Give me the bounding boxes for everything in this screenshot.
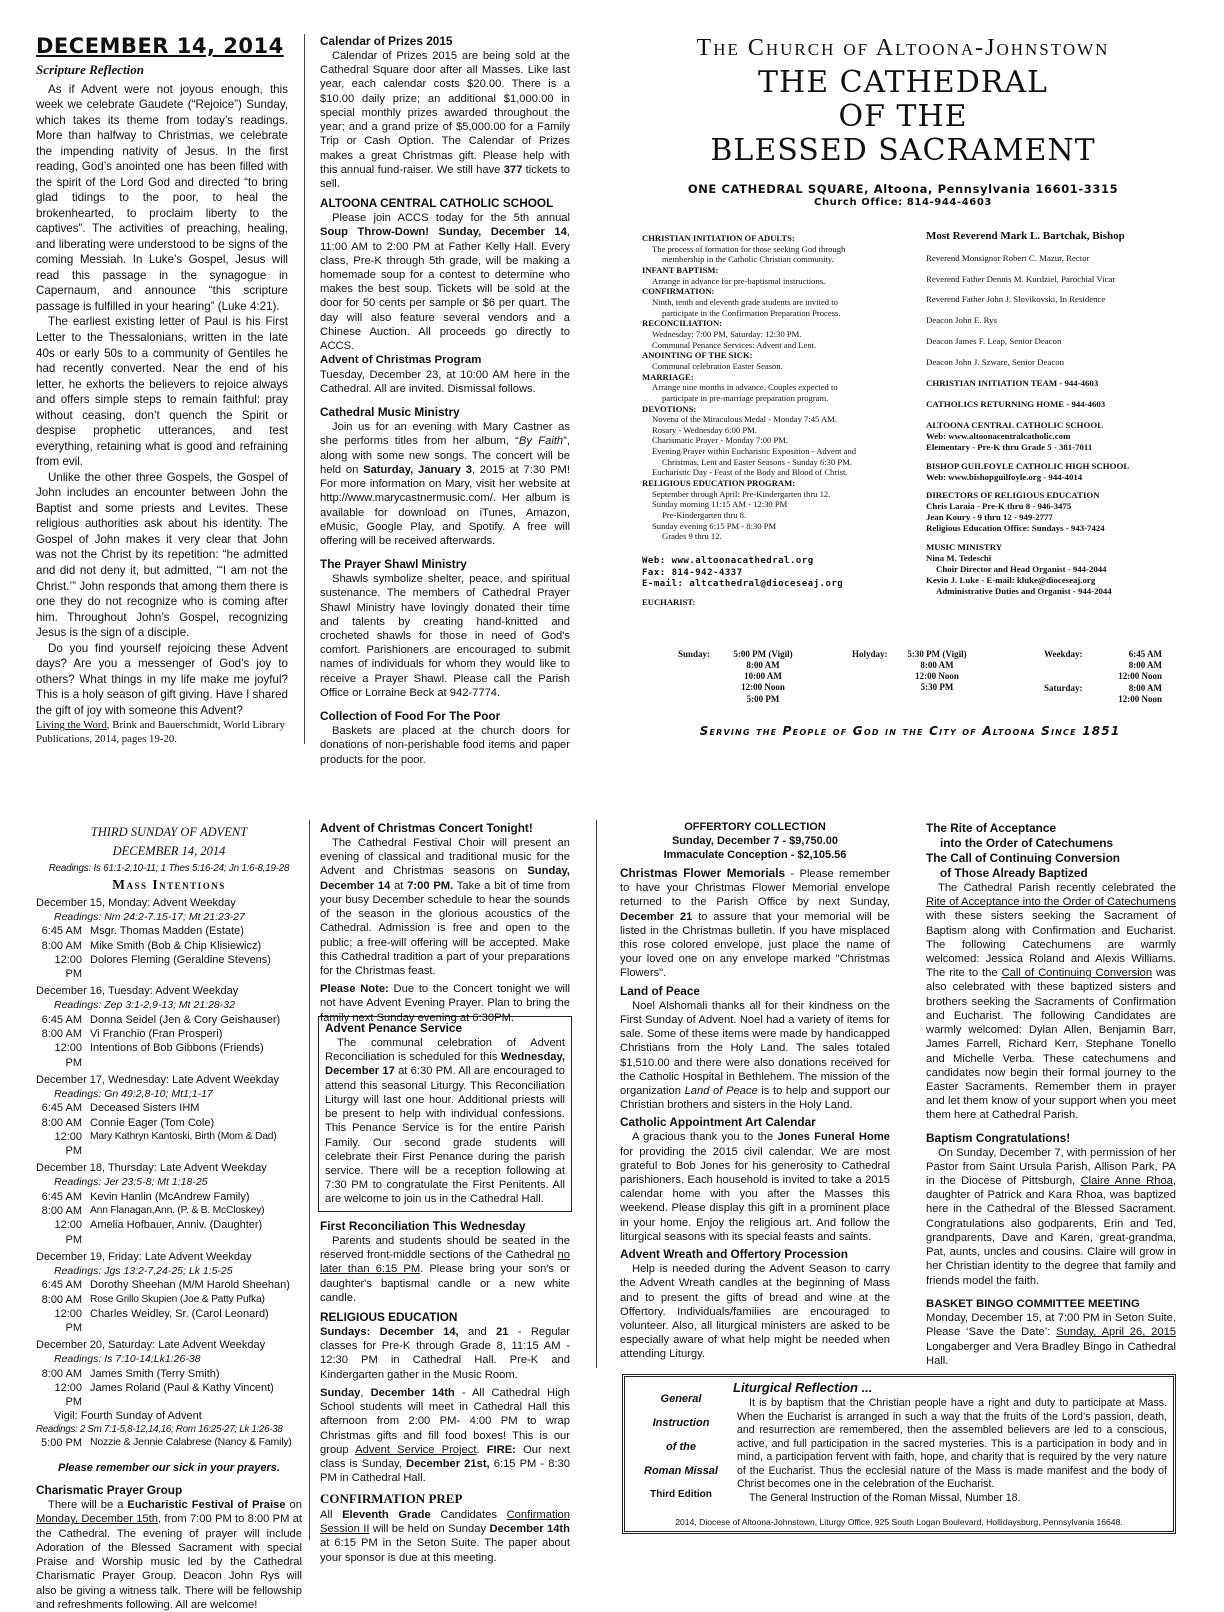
fax-number: Fax: 814-942-4337 — [642, 567, 743, 578]
intention-name: Ann Flanagan,Ann. (P. & B. McCloskey) — [90, 1205, 265, 1217]
source-title: Living the Word — [36, 719, 107, 732]
scripture-p2: The earliest existing letter of Paul is his First Letter to the Thessalonians, written in the late 40s or early 50s to a community of Gentiles he had recently converted. Near the end of his letter, he exhorts the believers to rejoice always and offers simple steps to remain faithful: pray without ceasing, don’t quench the Spirit or despise prophetic utterances, and test everything, retaining what is good and refraining from evil. — [36, 315, 288, 469]
religious-ed-body-1: Sundays: December 14, and 21 - Regular classes for Pre-K through Grade 8, 11:15 AM - 12:30 PM in Cathedral Hall. Pre-K and Kindergarten gather in the Music Room. — [320, 1326, 571, 1381]
contact-block — [642, 556, 912, 591]
side-line-3: of the — [666, 1441, 696, 1453]
confirmation-body: All Eleventh Grade Candidates Confirmation Session II will be held on Sunday December 14th at 6:15 PM in the Seton Suite. The paper about your sponsor is due at this meeting. — [320, 1508, 570, 1564]
divider-bottom-left — [309, 820, 310, 1540]
intention-time: 6:45 AM — [41, 1102, 82, 1115]
clergy-list — [926, 253, 1196, 410]
directory-line: Chris Laraia - Pre-K thru 8 - 946-3475 — [926, 501, 1072, 512]
baptism-title: Baptism Congratulations! — [926, 1130, 1071, 1145]
art-calendar-title: Catholic Appointment Art Calendar — [620, 1115, 816, 1130]
directory-line: Administrative Duties and Organist - 944-2044 — [936, 585, 1112, 596]
liturgical-footer: 2014, Diocese of Altoona-Johnstown, Liturgy Office, 925 South Logan Boulevard, Hollidaysburg, Pennsylvania 16648. — [675, 1517, 1123, 1528]
clergy-entry: Deacon John E. Rys — [926, 315, 997, 326]
intention-day-title: December 16, Tuesday: Advent Weekday — [36, 985, 239, 998]
intention-time: 12:00 PM — [54, 1219, 82, 1246]
sacrament-heading: RECONCILIATION: — [642, 318, 723, 329]
sacrament-heading: ANOINTING OF THE SICK: — [642, 350, 753, 361]
food-title: Collection of Food For The Poor — [320, 709, 501, 724]
religious-education-contacts — [926, 490, 1196, 534]
side-line-2: Instruction — [652, 1417, 710, 1429]
intention-name: Dolores Fleming (Geraldine Stevens) — [90, 953, 271, 966]
sacrament-heading: MARRIAGE: — [642, 371, 694, 382]
announcements-col3 — [620, 821, 890, 1362]
intention-time: 12:00 PM — [54, 1042, 82, 1069]
intention-time: 8:00 AM — [41, 1028, 82, 1041]
announcements-bottom-2 — [320, 1216, 570, 1565]
intention-time: 12:00 PM — [54, 1130, 82, 1158]
church-office-phone: Church Office: 814-944-4603 — [814, 196, 992, 208]
sacrament-detail: Wednesday: 7:00 PM, Saturday: 12:30 PM. — [652, 328, 802, 339]
scripture-heading: Scripture Reflection — [36, 62, 144, 77]
directory-line: ALTOONA CENTRAL CATHOLIC SCHOOL — [926, 419, 1104, 430]
saturday-times — [1102, 683, 1162, 705]
intention-readings: Readings: Nm 24:2-7.15-17; Mt 21:23-27 — [54, 910, 245, 923]
food-body: Baskets are placed at the church doors for donations of non-perishable food items and paper products for the poor. — [320, 725, 570, 766]
intention-row — [36, 1381, 302, 1410]
intention-name: Intentions of Bob Gibbons (Friends) — [90, 1042, 264, 1055]
clergy-entry: CATHOLICS RETURNING HOME - 944-4603 — [926, 398, 1106, 409]
music-ministry-contacts — [926, 542, 1196, 597]
intention-time: 8:00 AM — [41, 1367, 82, 1380]
intention-name: Mary Kathryn Kantoski, Birth (Mom & Dad) — [90, 1130, 277, 1142]
liturgical-reflection-box — [622, 1374, 1176, 1534]
sacrament-heading: DEVOTIONS: — [642, 403, 697, 414]
side-line-4: Roman Missal — [644, 1465, 718, 1477]
mass-time: 12:00 Noon — [1118, 671, 1162, 682]
shawl-title: The Prayer Shawl Ministry — [320, 557, 467, 572]
intention-name: Rose Grillo Skupien (Joe & Patty Pufka) — [90, 1293, 265, 1305]
intention-name: James Smith (Terry Smith) — [90, 1367, 220, 1380]
sacrament-detail: Grades 9 thru 12. — [662, 531, 722, 542]
sunday-readings: Readings: Is 61:1-2,10-11; 1 Thes 5:16-24; Jn 1:6-8,19-28 — [48, 863, 290, 874]
intention-row — [36, 924, 302, 938]
sacrament-detail: Rosary - Wednesday 6:00 PM. — [652, 424, 757, 435]
intention-time: 12:00 PM — [54, 953, 82, 981]
intention-row — [36, 1218, 302, 1247]
intention-time: 6:45 AM — [41, 1013, 82, 1026]
intention-day — [36, 897, 302, 981]
clergy-entry: Deacon John J. Szware, Senior Deacon — [926, 357, 1065, 368]
intention-name: Msgr. Thomas Madden (Estate) — [90, 925, 244, 938]
intention-row — [36, 1041, 302, 1070]
sacrament-lines — [642, 233, 912, 542]
sacrament-heading: CHRISTIAN INITIATION OF ADULTS: — [642, 233, 795, 243]
intention-row — [36, 1278, 302, 1292]
website[interactable]: Web: www.altoonacathedral.org — [642, 556, 814, 567]
directory-line: BISHOP GUILFOYLE CATHOLIC HIGH SCHOOL — [926, 460, 1130, 471]
charismatic-body: There will be a Eucharistic Festival of Praise on Monday, December 15th, from 7:00 PM to 8:00 PM at the Cathedral. The evening of prayer will include Adoration of the Blessed Sacrament with special Praise and Worship music led by the Cathedral Charismatic Prayer Group. Deacon John Rys will also be giving a witness talk. There will be fellowship and refreshments following. All are welcome! — [36, 1499, 302, 1611]
scripture-column — [36, 34, 288, 746]
scripture-source — [36, 718, 288, 746]
vigil-row: 5:00 PM Nozzie & Jennie Calabrese (Nancy & Family) — [41, 1436, 292, 1450]
intention-day — [36, 1074, 302, 1158]
directory-line: Kevin J. Luke - E-mail: kluke@dioceseaj.org — [926, 574, 1096, 585]
girm-side — [631, 1387, 731, 1507]
sunday-label: Sunday: — [678, 649, 711, 659]
intention-time: 6:45 AM — [41, 1279, 82, 1292]
mass-time: 8:00 AM — [746, 660, 780, 671]
baptism-body: On Sunday, December 7, with permission of her Pastor from Saint Ursula Parish, Allison Park, PA in the Diocese of Pittsburgh, Claire Anne Rhoa, daughter of Patrick and Kara Rhoa, was baptized here in the Cathedral of the Blessed Sacrament. Congratulations also godparents, Erin and Ted, grandparents, Dave and Karen, great-grandma, Pat, aunts, uncles and cousins. Claire will grow in her Christian identity to the degree that family and friends model the faith. — [926, 1146, 1176, 1287]
intention-row — [36, 1293, 302, 1307]
intention-time: 6:45 AM — [41, 1190, 82, 1203]
clergy-entry: Reverend Father Dennis M. Kurdziel, Parochial Vicar — [926, 273, 1116, 284]
mass-time: 5:00 PM (Vigil) — [733, 649, 793, 659]
announcements-top — [320, 34, 570, 767]
masthead — [610, 34, 1196, 209]
clergy-entry: Deacon James F. Leap, Senior Deacon — [926, 336, 1062, 347]
vigil-title: Vigil: Fourth Sunday of Advent — [54, 1409, 202, 1422]
church-name: The Church of Altoona-Johnstown — [696, 35, 1110, 61]
mass-time: 12:00 Noon — [915, 671, 959, 682]
sacrament-info — [642, 233, 912, 608]
rite-body: The Cathedral Parish recently celebrated the Rite of Acceptance into the Order of Catechumens with these sisters seeking the Sacrament of Baptism along with Confirmation and Eucharist. The following Catechumens are warmly welcomed: Jessica Roland and Alexis Williams. The rite to the Call of Continuing Conversion was also celebrated with these baptized sisters and brothers seeking the Sacraments of Confirmation and Eucharist. The following Candidates are warmly welcomed: Dylan Allen, Benjamin Barr, James Farrell, Richard Kerr, Stephane Tonello and Michelle Verba. These catechumens and candidates now begin their formal journey to the Easter Sacraments. Remember them in prayer and let them know of your support when you meet them here at Cathedral Parish. — [926, 881, 1177, 1122]
intention-row — [36, 1101, 302, 1115]
scripture-p3: Unlike the other three Gospels, the Gospel of John includes an encounter between John the Baptist and some priests and Levites. These religious authorities ask about his identity. The Gospel of John makes it very clear that John was not the Christ by its repetition: “he admitted and did not deny it, but admitted, ‘“I am not the Christ.’” John responds that among them there is one they do not recognize who is coming after him. Throughout John’s Gospel, recognizing Jesus is the sign of a disciple. — [36, 470, 288, 640]
directory-line: MUSIC MINISTRY — [926, 542, 1003, 553]
scripture-p4: Do you find yourself rejoicing these Advent days? Are you a messenger of God’s joy to others? What things in my life make me joyful? This is a holy season of gift giving. Have I shared the gift of joy with someone this Advent? — [36, 641, 288, 717]
title-line1: THE CATHEDRAL — [758, 65, 1048, 100]
aocp-body: Tuesday, December 23, at 10:00 AM here in the Cathedral. All are invited. Dismissal follows. — [320, 368, 570, 396]
directory-line: Choir Director and Head Organist - 944-2044 — [936, 563, 1107, 574]
sacrament-heading: CONFIRMATION: — [642, 286, 715, 297]
holyday-label: Holyday: — [852, 649, 888, 659]
intention-row — [36, 1204, 302, 1218]
bishop-guilfoyle-contact — [926, 461, 1196, 483]
sacrament-detail: Communal celebration Easter Season. — [652, 360, 783, 371]
divider-top-left — [304, 34, 305, 744]
intention-row — [36, 953, 302, 982]
sunday-date: DECEMBER 14, 2014 — [112, 844, 226, 858]
mass-time: 6:45 AM — [1128, 649, 1162, 659]
clergy-entry: CHRISTIAN INITIATION TEAM - 944-4603 — [926, 378, 1099, 389]
intention-row — [36, 939, 302, 953]
sacrament-detail: Sunday evening 6:15 PM - 8:30 PM — [652, 520, 777, 531]
weekday-times — [1102, 649, 1162, 682]
sacrament-heading: INFANT BAPTISM: — [642, 264, 719, 275]
intention-time: 8:00 AM — [41, 1205, 82, 1218]
intention-day-title: December 19, Friday: Late Advent Weekday — [36, 1250, 252, 1263]
scripture-p1: As if Advent were not joyous enough, this week we celebrate Gaudete (“Rejoice”) Sunday, which takes its theme from today’s readings. More than halfway to Christmas, we celebrate the impending nativity of Jesus. In the first reading, God’s anointed one has been filled with the spirit of the Lord God and directed “to bring glad tidings to the poor, to heal the brokenhearted, to proclaim liberty to the captives”. The activities of preaching, healing, and liberating were understood to be signs of the coming Messiah. In Luke’s Gospel, Jesus will read this passage in the synagogue in Capernaum, and announce “this scripture passage is fulfilled in your hearing” (Luke 4:21). — [36, 82, 288, 313]
offertory-box — [620, 821, 890, 863]
holyday-times — [892, 649, 982, 694]
first-reconciliation-body: Parents and students should be seated in the reserved front-middle sections of the Cathedral no later than 6:15 PM. Please bring your son's or daughter's baptismal candle or a new white candle. — [320, 1234, 570, 1304]
rite-title-2: into the Order of Catechumens — [940, 835, 1114, 850]
saturday-label: Saturday: — [1044, 683, 1083, 693]
sacrament-detail: Novena of the Miraculous Medal - Monday 7:45 AM. — [652, 414, 837, 425]
concert-body: The Cathedral Festival Choir will present an evening of classical and traditional music for the Advent and Christmas seasons on Sunday, December 14 at 7:00 PM. Take a bit of time from your busy December schedule to hear the sounds of the season in the glorious acoustics of the Cathedral. Admission is free and open to the public; a free-will offering will be accepted. Make this Cathedral tradition a part of your preparations for the Christmas feast. — [320, 836, 571, 977]
concert-note: Please Note: Due to the Concert tonight we will not have Advent Evening Prayer. Plan to bring the family next Sunday evening at 6:30PM. — [320, 983, 571, 1024]
land-of-peace-body: Noel Alshomali thanks all for their kindness on the First Sunday of Advent. Noel had a variety of items for sale. Some of these items were made by handicapped Christians from the Holy Land. The sales totaled $1,510.00 and there were also donations received for the Catholic Hospital in Bethlehem. The mission of the organization Land of Peace is to help and support our Christian brothers and sisters in the Holy Land. — [620, 999, 891, 1112]
intention-time: 8:00 AM — [41, 939, 82, 952]
concert-title: Advent of Christmas Concert Tonight! — [320, 821, 533, 835]
intention-name: Charles Weidley, Sr. (Carol Leonard) — [90, 1307, 269, 1320]
intention-name: Vi Franchio (Fran Prosperi) — [90, 1028, 223, 1041]
sunday-title: THIRD SUNDAY OF ADVENT — [90, 825, 248, 839]
music-body: Join us for an evening with Mary Castner as she performs titles from her album, “By Faith”, along with some new songs. The concert will be held on Saturday, January 3, 2015 at 7:30 PM! For more information on Mary, visit her website at http://www.marycastnermusic.com/. Her album is available for download on iTunes, Amazon, eMusic, Google Play, and Spotify. A free will offering will be received afterwards. — [320, 421, 570, 547]
sacrament-detail: September through April: Pre-Kindergarten thru 12. — [652, 488, 831, 499]
clergy-entry: Reverend Monsignor Robert C. Mazur, Rector — [926, 252, 1090, 263]
mass-time: 12:00 Noon — [741, 682, 785, 693]
intention-readings: Readings: Is 7:10-14;Lk1:26-38 — [54, 1353, 201, 1366]
motto: Serving the People of God in the City of Altoona Since 1851 — [699, 724, 1121, 738]
bingo-body: Monday, December 15, at 7:00 PM in Seton Suite. Please ‘Save the Date’: Sunday, April 26, 2015 Longaberger and Vera Bradley Bingo in Cathedral Hall. — [926, 1312, 1177, 1367]
directory-line: Web: www.altoonacentralcatholic.com — [926, 430, 1071, 441]
eucharist-label: EUCHARIST: — [642, 597, 696, 608]
intention-time: 8:00 AM — [41, 1293, 82, 1306]
liturgical-body — [737, 1397, 1167, 1505]
intention-day — [36, 985, 302, 1069]
announcements-col4 — [926, 821, 1176, 1368]
intention-day — [36, 1339, 302, 1409]
side-line-1: General — [660, 1393, 702, 1405]
rite-title-3: The Call of Continuing Conversion — [926, 850, 1120, 865]
bishop: Most Reverend Mark L. Bartchak, Bishop — [926, 230, 1125, 242]
intention-name: Dorothy Sheehan (M/M Harold Sheehan) — [90, 1279, 290, 1292]
announcements-bottom — [320, 821, 570, 1025]
email-address[interactable]: E-mail: altcathedral@dioceseaj.org — [642, 579, 844, 590]
clergy-entry: Reverend Father John J. Slovikovski, In Residence — [926, 294, 1106, 305]
liturgical-text: It is by baptism that the Christian people have a right and duty to participate at Mass. When the Eucharist is arranged in such a way that the fruits of the Lord’s passion, death, and resurrection are remembered, then the assembled believers are led to a conscious, active, and full participation in the sacred mysteries. This is a participation in body and in mind, a participation fervent with faith, hope, and charity that is required by the very nature of the Eucharist. Thus the ecclesial nature of the Mass is made manifest and the body of Christ becomes one in the celebration of the Eucharist. — [737, 1397, 1167, 1491]
intention-row — [36, 1130, 302, 1159]
penance-title: Advent Penance Service — [325, 1021, 463, 1035]
intention-time: 8:00 AM — [41, 1116, 82, 1129]
intention-readings: Readings: Jer 23:5-8; Mt 1:18-25 — [54, 1176, 208, 1189]
sacrament-detail: Ninth, tenth and eleventh grade students are invited to — [652, 296, 838, 307]
wreath-body: Help is needed during the Advent Season to carry the Advent Wreath candles at the beginning of Mass and to present the gifts of bread and wine at the Offertory. Individuals/families are encouraged to volunteer. Also, all liturgical ministers are asked to be especially aware of what help might be needed when attending Liturgy. — [620, 1263, 890, 1361]
intention-row — [36, 1367, 302, 1381]
sacrament-detail: participate in the Confirmation Preparation Process. — [662, 307, 841, 318]
intention-day-title: December 17, Wednesday: Late Advent Weekday — [36, 1073, 279, 1086]
intention-row — [36, 1027, 302, 1041]
sacrament-detail: Eucharistic Day - Feast of the Body and Blood of Christ. — [652, 467, 848, 478]
intention-name: Donna Seidel (Jen & Cory Geishauser) — [90, 1013, 281, 1026]
directory-line: Jean Koury - 9 thru 12 - 949-2777 — [926, 512, 1053, 523]
directory-line: Web: www.bishopguilfoyle.org - 944-4014 — [926, 471, 1083, 482]
mass-intentions-column — [36, 823, 302, 1612]
ticket-count: 377 — [503, 163, 523, 176]
mass-time: 5:30 PM — [920, 682, 954, 693]
penance-service-box — [318, 1016, 572, 1212]
sunday-times — [718, 649, 808, 705]
aocp-title: Advent of Christmas Program — [320, 354, 482, 367]
music-title: Cathedral Music Ministry — [320, 405, 460, 420]
mass-time: 8:00 AM — [1128, 660, 1162, 671]
sick-prayer: Please remember our sick in your prayers. — [58, 1462, 280, 1475]
wreath-title: Advent Wreath and Offertory Procession — [620, 1247, 848, 1262]
mass-time: 5:00 PM — [746, 693, 780, 704]
intention-readings: Readings: Gn 49:2,8-10; Mt1;1-17 — [54, 1087, 213, 1100]
bingo-title: BASKET BINGO COMMITTEE MEETING — [926, 1297, 1140, 1310]
intention-name: Connie Eager (Tom Cole) — [90, 1116, 215, 1129]
art-calendar-body: A gracious thank you to the Jones Funeral Home for providing the 2015 civil calendar. We are most grateful to Bob Jones for his generosity to Cathedral parishioners. Each household is invited to take a 2015 calendar home with you after the Masses this weekend. Please display this gift in a prominent place in your home. Enjoy the religious art. And follow the liturgical seasons with its special feasts and saints. — [620, 1131, 890, 1243]
religious-ed-body-2: Sunday, December 14th - All Cathedral High School students will meet in Cathedral Hall this afternoon from 2:00 PM- 4:00 PM to wrap Christmas gifts and fill food boxes! This is our group Advent Service Project. FIRE: Our next class is Sunday, December 21st, 6:15 PM - 8:30 PM in Cathedral Hall. — [320, 1386, 571, 1485]
land-of-peace-title: Land of Peace — [620, 983, 700, 998]
mass-time: 12:00 Noon — [1118, 694, 1162, 705]
first-reconciliation-title: First Reconciliation This Wednesday — [320, 1219, 526, 1233]
offertory-title: OFFERTORY COLLECTION — [684, 821, 826, 833]
sacrament-detail: Arrange nine months in advance. Couples expected to — [652, 382, 838, 393]
religious-ed-title: RELIGIOUS EDUCATION — [320, 1310, 458, 1325]
directory-line: DIRECTORS OF RELIGIOUS EDUCATION — [926, 490, 1100, 501]
vigil-readings: Readings: 2 Sm 7:1-5,8-12,14,16; Rom 16:25-27; Lk 1:26-38 — [36, 1423, 283, 1435]
weekday-label: Weekday: — [1044, 649, 1083, 659]
intention-days — [36, 897, 302, 1410]
intention-time: 12:00 PM — [54, 1382, 82, 1409]
intention-day-title: December 15, Monday: Advent Weekday — [36, 897, 236, 909]
directory-line: Religious Education Office: Sundays - 943-7424 — [926, 523, 1105, 534]
source-rest: , Brink and Bauerschmidt, World Library Publications, 2014, pages 19-20. — [36, 719, 285, 746]
offertory-sunday: Sunday, December 7 - $9,750.00 — [671, 834, 839, 847]
church-address: ONE CATHEDRAL SQUARE, Altoona, Pennsylvania 16601-3315 — [687, 182, 1119, 196]
intention-name: Deceased Sisters IHM — [90, 1102, 200, 1115]
accs-contact — [926, 420, 1196, 453]
bulletin-date: DECEMBER 14, 2014 — [36, 34, 284, 58]
intention-time: 12:00 PM — [54, 1307, 82, 1335]
sacrament-detail: Arrange in advance for pre-baptismal instructions. — [652, 275, 826, 286]
title-line3: BLESSED SACRAMENT — [710, 133, 1096, 168]
intention-day-title: December 20, Saturday: Late Advent Weekday — [36, 1339, 266, 1352]
sacrament-detail: Sunday morning 11:15 AM - 12:30 PM — [652, 499, 788, 510]
intention-day — [36, 1251, 302, 1335]
divider-bottom-mid — [596, 820, 597, 1368]
title-line2: OF THE — [838, 99, 968, 134]
intention-name: Kevin Hanlin (McAndrew Family) — [90, 1190, 250, 1203]
sacrament-detail: Christmas, Lent and Easter Seasons - Sunday 6:30 PM. — [662, 456, 852, 467]
rite-title-1: The Rite of Acceptance — [926, 821, 1057, 835]
mass-time: 10:00 AM — [744, 671, 782, 682]
mass-intentions-heading: Mass Intentions — [112, 877, 226, 892]
liturgical-title: Liturgical Reflection ... — [733, 1380, 873, 1395]
flower-body: Christmas Flower Memorials - Please remember to have your Christmas Flower Memorial envelope returned to the Parish Office by next Sunday, December 21 to assure that your memorial will be listed in the Christmas bulletin. If you have misplaced this rose colored envelope, just place the name of your loved one on any envelope marked "Christmas Flowers". — [620, 865, 891, 980]
penance-body: The communal celebration of Advent Reconciliation is scheduled for this Wednesday, December 17 at 6:30 PM. All are encouraged to attend this seasonal Liturgy. This Reconciliation Liturgy will last one hour. Additional priests will be present to help with individual confessions. This Penance Service is for the entire Parish Family. Our second grade students will celebrate their First Penance during the parish service. There will be a reception following at 7:30 PM to congratulate the First Penitents. All are welcome to join us in the Cathedral Hall. — [325, 1036, 566, 1206]
rite-title-4: of Those Already Baptized — [940, 865, 1088, 880]
shawl-body: Shawls symbolize shelter, peace, and spiritual sustenance. The members of Cathedral Prayer Shawl Ministry have lovingly donated their time and talents by creating hand-knitted and crocheted shawls for those in need of God's comfort. Parishioners are encouraged to submit names of individuals for whom they would like to receive a Prayer Shawl. Please call the Parish Office or Lorraine Beck at 942-7774. — [320, 573, 570, 699]
intention-time: 6:45 AM — [41, 925, 82, 938]
sacrament-detail: The process of formation for those seeking God through — [652, 243, 846, 254]
directory-line: Nina M. Tedeschi — [926, 552, 992, 563]
calendar-body: Calendar of Prizes 2015 are being sold at the Cathedral Square door after all Masses. Like last year, each calendar costs $20.00. There is a $10.00 daily prize; an additional $1,000.00 in special monthly prizes awarded throughout the year; and a grand prize of $5,000.00 for a Family Trip or Cash Option. The Calendar of Prizes makes a great Christmas gift. Please help with this annual fund-raiser. We still have 377 tickets to sell. — [320, 49, 570, 190]
mass-time: 8:00 AM — [920, 660, 954, 671]
offertory-ic: Immaculate Conception - $2,105.56 — [663, 848, 847, 861]
calendar-title: Calendar of Prizes 2015 — [320, 34, 453, 48]
intention-readings: Readings: Zep 3:1-2,9-13; Mt 21:28-32 — [54, 999, 235, 1012]
directory-line: Elementary - Pre-K thru Grade 5 - 381-7011 — [926, 441, 1093, 452]
sacrament-detail: Charismatic Prayer - Monday 7:00 PM. — [652, 435, 789, 446]
sacrament-detail: participate in pre-marriage preparation program. — [662, 392, 829, 403]
sacrament-heading: RELIGIOUS EDUCATION PROGRAM: — [642, 478, 796, 489]
intention-row — [36, 1013, 302, 1027]
intention-readings: Readings: Jgs 13:2-7,24-25; Lk 1:5-25 — [54, 1264, 233, 1277]
charismatic-title: Charismatic Prayer Group — [36, 1483, 183, 1498]
intention-row — [36, 1116, 302, 1130]
sacrament-detail: Pre-Kindergarten thru 8. — [662, 510, 747, 521]
rite-title — [926, 821, 1176, 881]
intention-name: Amelia Hofbauer, Anniv. (Daughter) — [90, 1219, 263, 1232]
directory — [926, 230, 1196, 605]
intention-day — [36, 1162, 302, 1246]
liturgical-cite: The General Instruction of the Roman Missal, Number 18. — [749, 1491, 1021, 1504]
intention-name: Mike Smith (Bob & Chip Klisiewicz) — [90, 939, 262, 952]
confirmation-title: CONFIRMATION PREP — [320, 1491, 463, 1507]
intention-row — [36, 1190, 302, 1204]
side-edition: Third Edition — [650, 1489, 712, 1500]
accs-title: ALTOONA CENTRAL CATHOLIC SCHOOL — [320, 196, 554, 211]
sacrament-detail: Communal Penance Services: Advent and Lent. — [652, 339, 817, 350]
intention-name: James Roland (Paul & Kathy Vincent) — [90, 1382, 274, 1395]
sacrament-detail: membership in the Catholic Christian community. — [662, 254, 834, 265]
intention-day-title: December 18, Thursday: Late Advent Weekday — [36, 1162, 267, 1175]
accs-body: Please join ACCS today for the 5th annual Soup Throw-Down! Sunday, December 14, 11:00 AM to 2:00 PM at Father Kelly Hall. Every class, Pre-K through 5th grade, will be making a homemade soup for a contest to determine who makes the best soup. Tickets will be sold at the door for 50 cents per sample or $6 per quart. The day will also feature several vendors and a Chinese Auction. All proceeds go directly to ACCS. — [320, 212, 570, 353]
intention-row — [36, 1307, 302, 1336]
mass-time: 8:00 AM — [1128, 683, 1162, 693]
mass-time: 5:30 PM (Vigil) — [907, 649, 967, 659]
sacrament-detail: Evening Prayer within Eucharistic Exposition - Advent and — [652, 446, 857, 457]
